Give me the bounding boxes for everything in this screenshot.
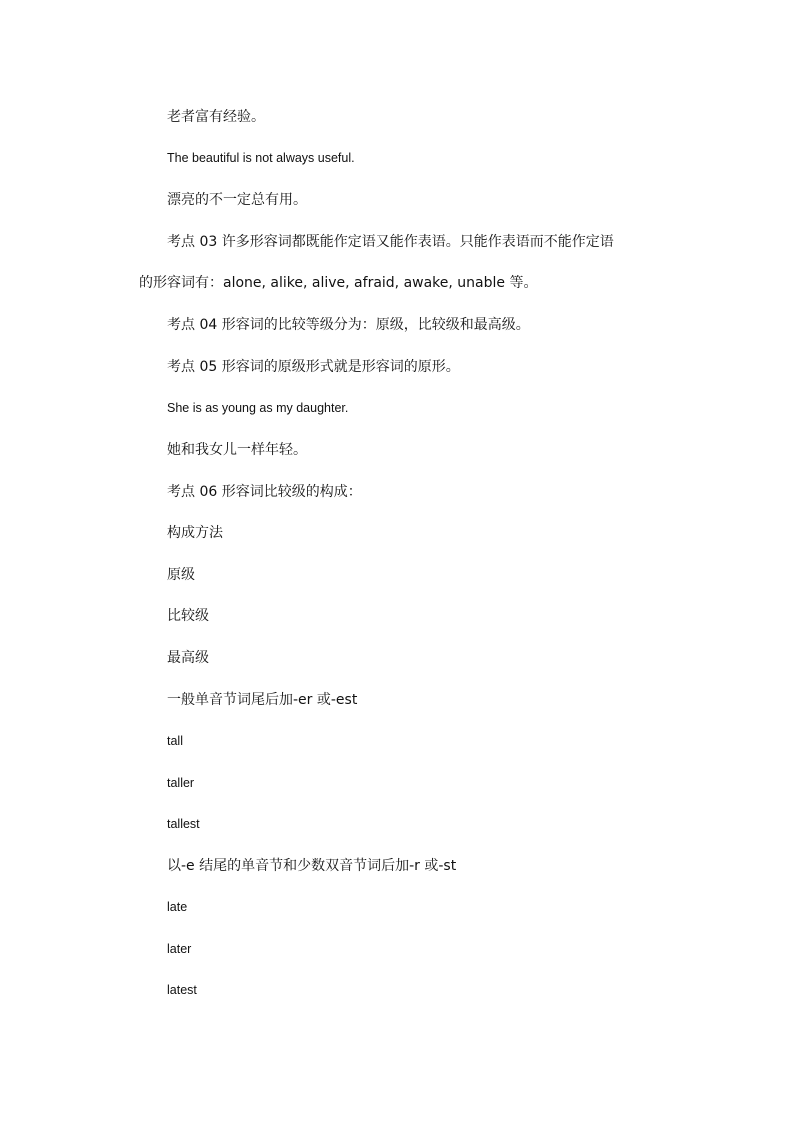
text-line-9: 她和我女儿一样年轻。 — [167, 442, 307, 458]
text-line-10: 考点 06 形容词比较级的构成： — [167, 484, 362, 500]
text-line-4: 考点 03 许多形容词都既能作定语又能作表语。只能作表语而不能作定语 — [167, 234, 614, 250]
text-line-16: tall — [167, 734, 183, 748]
text-line-6: 考点 04 形容词的比较等级分为：原级，比较级和最高级。 — [167, 317, 530, 333]
text-line-7: 考点 05 形容词的原级形式就是形容词的原形。 — [167, 359, 460, 375]
text-line-20: late — [167, 900, 188, 914]
text-line-21: later — [167, 942, 192, 956]
text-line-15: 一般单音节词尾后加-er 或-est — [167, 692, 358, 708]
text-line-19: 以-e 结尾的单音节和少数双音节词后加-r 或-st — [167, 858, 457, 874]
text-line-12: 原级 — [167, 567, 195, 583]
text-line-8: She is as young as my daughter. — [167, 401, 349, 415]
text-line-3: 漂亮的不一定总有用。 — [167, 192, 307, 208]
text-line-17: taller — [167, 776, 195, 790]
text-line-5: 的形容词有：alone, alike, alive, afraid, awake, unable 等。 — [139, 275, 538, 291]
text-line-22: latest — [167, 983, 197, 997]
text-line-14: 最高级 — [167, 650, 209, 666]
text-line-2: The beautiful is not always useful. — [167, 151, 355, 165]
text-line-18: tallest — [167, 817, 200, 831]
text-line-1: 老者富有经验。 — [167, 109, 265, 125]
text-line-11: 构成方法 — [167, 525, 223, 541]
text-line-13: 比较级 — [167, 608, 209, 624]
